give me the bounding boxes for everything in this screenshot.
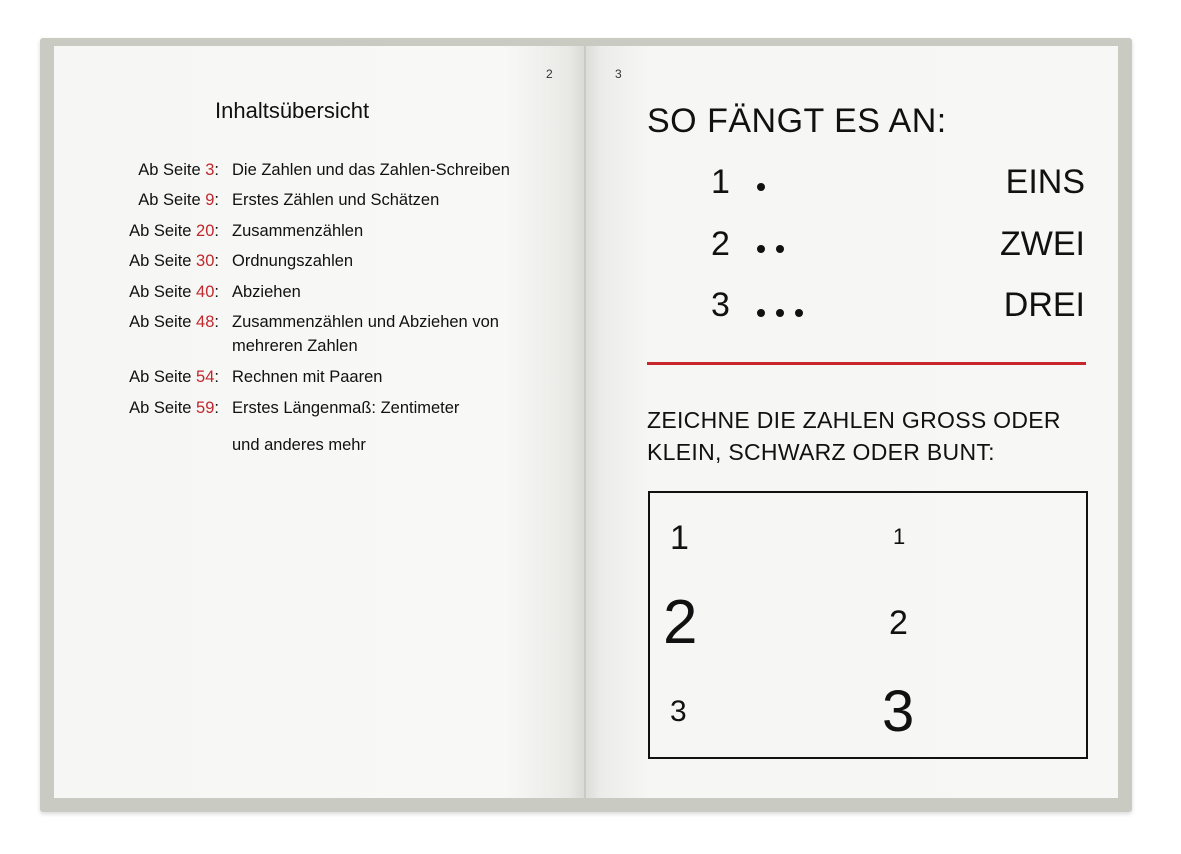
number-digit-three: 3 [711, 286, 730, 324]
number-word-two: ZWEI [1000, 225, 1085, 263]
counting-dot [757, 183, 765, 191]
counting-dot [757, 245, 765, 253]
toc-entry-text: Abziehen [232, 283, 301, 301]
page-number-right: 3 [615, 67, 622, 81]
counting-dot [795, 309, 803, 317]
number-word-one: EINS [1005, 163, 1085, 201]
toc-page-ref: Ab Seite 48: [129, 313, 219, 331]
box-number: 3 [882, 679, 915, 744]
box-number: 1 [893, 524, 906, 549]
instruction-line: KLEIN, SCHWARZ ODER BUNT: [647, 439, 995, 465]
toc-page-ref: Ab Seite 40: [129, 283, 219, 301]
toc-page-number: 48 [196, 313, 215, 331]
drawing-box [648, 491, 1088, 759]
toc-more-note: und anderes mehr [232, 436, 366, 454]
counting-dot [776, 245, 784, 253]
toc-entry-text: Ordnungszahlen [232, 252, 354, 270]
number-word-three: DREI [1003, 286, 1085, 324]
toc-entry-text: Zusammenzählen und Abziehen von mehreren Zahlen [232, 313, 499, 355]
drawing-instruction [647, 404, 1087, 468]
instruction-line: ZEICHNE DIE ZAHLEN GROSS ODER [647, 407, 1061, 433]
number-digit-two: 2 [711, 225, 730, 263]
right-page-title: SO FÄNGT ES AN: [647, 102, 947, 140]
box-number: 2 [889, 604, 908, 642]
toc-page-number: 30 [196, 252, 215, 270]
counting-dot [757, 309, 765, 317]
number-digit-one: 1 [711, 163, 730, 201]
red-divider [647, 362, 1086, 365]
toc-page-ref: Ab Seite 9: [138, 191, 219, 209]
toc-entry-text: Rechnen mit Paaren [232, 368, 383, 386]
toc-entry-text: Die Zahlen und das Zahlen-Schreiben [232, 161, 510, 179]
toc-page-number: 59 [196, 399, 215, 417]
box-number: 3 [670, 695, 687, 728]
toc-entry-text: Erstes Längenmaß: Zentimeter [232, 399, 460, 417]
toc-page-number: 9 [205, 191, 215, 209]
toc-page-ref: Ab Seite 54: [129, 368, 219, 386]
toc-page-ref: Ab Seite 30: [129, 252, 219, 270]
toc-entry-text: Erstes Zählen und Schätzen [232, 191, 440, 209]
toc-entry-text: Zusammenzählen [232, 222, 364, 240]
toc-page-ref: Ab Seite 59: [129, 399, 219, 417]
toc-page-number: 54 [196, 368, 215, 386]
toc-page-ref: Ab Seite 20: [129, 222, 219, 240]
box-number: 1 [670, 519, 689, 557]
toc-page-number: 40 [196, 283, 215, 301]
counting-dot [776, 309, 784, 317]
toc-title: Inhaltsübersicht [215, 98, 370, 123]
toc-page-number: 3 [205, 161, 215, 179]
box-number: 2 [663, 588, 698, 657]
toc-page-ref: Ab Seite 3: [138, 161, 219, 179]
toc-page-number: 20 [196, 222, 215, 240]
page-number-left: 2 [546, 67, 553, 81]
